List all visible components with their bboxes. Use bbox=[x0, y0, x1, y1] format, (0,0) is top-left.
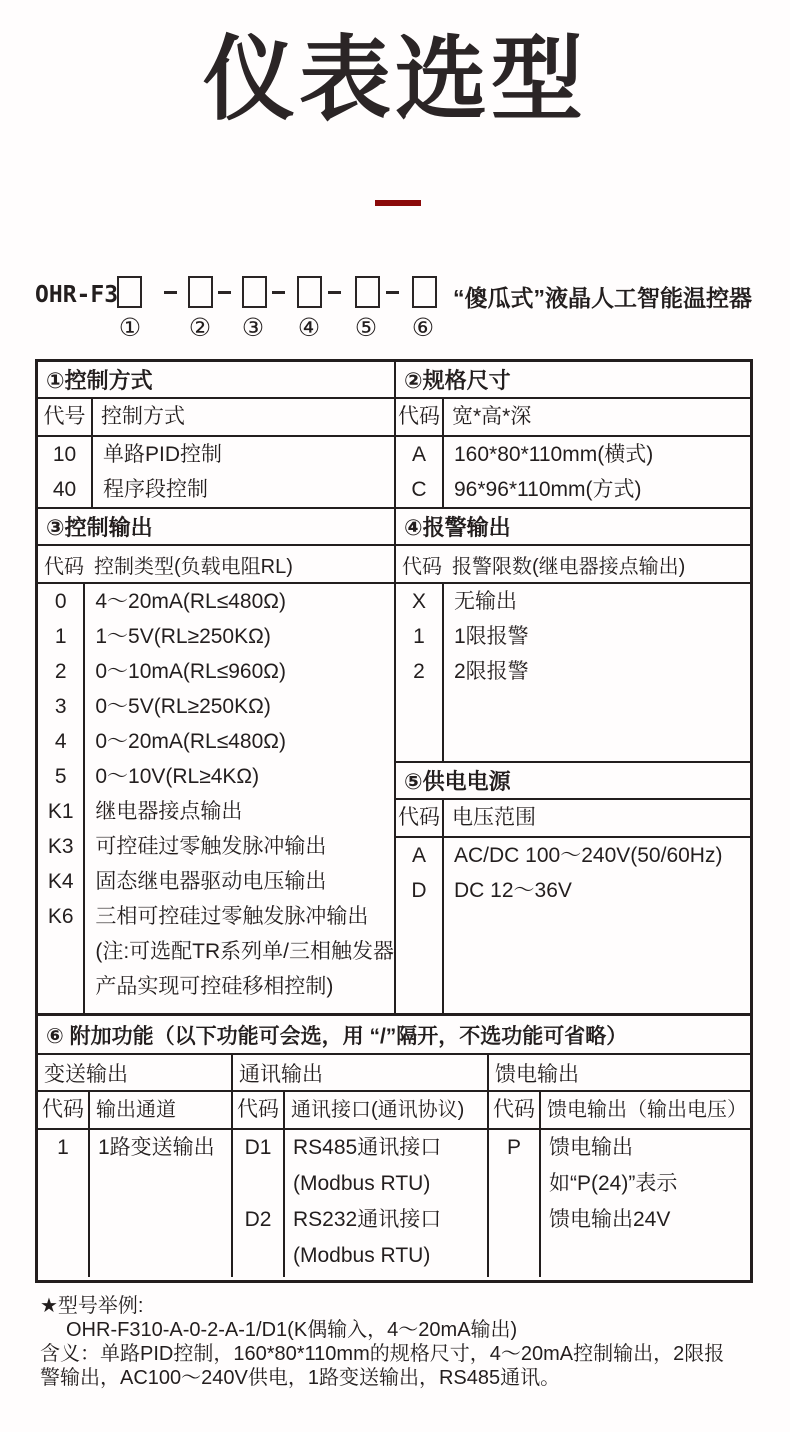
value-column-header: 馈电输出（输出电压） bbox=[547, 1099, 747, 1121]
desc-column bbox=[85, 584, 394, 1013]
control-mode-column-header bbox=[38, 399, 394, 437]
row-code: K1 bbox=[47, 800, 74, 823]
section-control-output-title: ③控制输出 bbox=[38, 509, 394, 546]
code-column-header: 代码 bbox=[489, 1092, 541, 1128]
additional-columns bbox=[38, 1055, 750, 1277]
control-output-column-header bbox=[38, 546, 394, 584]
example-model-number: OHR-F310-A-0-2-A-1/D1(K偶输入，4～20mA输出) bbox=[66, 1319, 518, 1341]
power-supply-column-header bbox=[396, 800, 750, 838]
group-communication-output bbox=[233, 1055, 489, 1277]
control-mode-rows bbox=[38, 437, 394, 509]
code-column-header: 代码 bbox=[233, 1092, 285, 1128]
table-right-half bbox=[396, 362, 750, 1013]
row-desc: 4～20mA(RL≤480Ω) bbox=[95, 590, 286, 613]
position-marker-6: ⑥ bbox=[411, 314, 435, 342]
value-column-header: 电压范围 bbox=[452, 806, 536, 829]
code-column bbox=[396, 584, 444, 761]
group-feed-output bbox=[489, 1055, 750, 1277]
row-desc: 馈电输出24V bbox=[549, 1208, 671, 1231]
code-column bbox=[38, 1130, 90, 1277]
row-code: 3 bbox=[54, 695, 67, 718]
accent-dash bbox=[375, 200, 421, 206]
row-code bbox=[233, 1238, 283, 1274]
row-desc: RS232通讯接口 bbox=[293, 1208, 442, 1231]
value-column-header: 输出通道 bbox=[96, 1099, 176, 1121]
section-dimensions-title: ②规格尺寸 bbox=[396, 362, 750, 399]
row-desc: 2限报警 bbox=[454, 660, 529, 683]
code-column-header: 代码 bbox=[402, 555, 442, 578]
row-desc: 160*80*110mm(横式) bbox=[454, 443, 654, 466]
model-code-separator bbox=[164, 291, 177, 294]
model-code-separator bbox=[272, 291, 285, 294]
model-code-separator bbox=[218, 291, 231, 294]
group-name: 馈电输出 bbox=[489, 1055, 750, 1092]
row-code: 10 bbox=[38, 437, 93, 472]
row-desc: 96*96*110mm(方式) bbox=[454, 478, 642, 501]
row-desc: 1路变送输出 bbox=[98, 1136, 215, 1159]
row-desc: (Modbus RTU) bbox=[293, 1172, 431, 1195]
model-code-box-1 bbox=[117, 276, 142, 308]
row-code: D1 bbox=[244, 1136, 272, 1159]
model-code-box-4 bbox=[297, 276, 322, 308]
table-row bbox=[396, 472, 750, 507]
code-column-header: 代码 bbox=[44, 555, 84, 578]
row-desc: AC/DC 100～240V(50/60Hz) bbox=[454, 844, 723, 867]
row-desc: 如“P(24)”表示 bbox=[549, 1172, 678, 1195]
row-code: 5 bbox=[54, 765, 67, 788]
row-code: 40 bbox=[38, 472, 93, 507]
model-code-separator bbox=[386, 291, 399, 294]
row-desc: 0～5V(RL≥250KΩ) bbox=[95, 695, 271, 718]
desc-column bbox=[444, 584, 750, 761]
desc-column bbox=[285, 1130, 487, 1277]
row-desc: 馈电输出 bbox=[549, 1136, 633, 1159]
row-code: 2 bbox=[54, 660, 67, 683]
group-rows bbox=[233, 1130, 487, 1277]
section-control-mode-title: ①控制方式 bbox=[38, 362, 394, 399]
value-column-header: 控制类型(负载电阻RL) bbox=[94, 555, 293, 578]
row-code: D2 bbox=[244, 1208, 272, 1231]
row-code: 1 bbox=[413, 625, 425, 648]
code-column-header: 代号 bbox=[38, 399, 93, 435]
value-column-header: 报警限数(继电器接点输出) bbox=[452, 555, 686, 578]
row-desc: 三相可控硅过零触发脉冲输出 bbox=[95, 905, 369, 928]
table-row bbox=[38, 472, 394, 507]
model-example-block bbox=[40, 1294, 755, 1390]
alarm-output-rows bbox=[396, 584, 750, 763]
code-column-header: 代码 bbox=[38, 1092, 90, 1128]
row-desc: 1～5V(RL≥250KΩ) bbox=[95, 625, 271, 648]
section-power-supply-title: ⑤供电电源 bbox=[396, 763, 750, 800]
row-code: 1 bbox=[57, 1136, 69, 1159]
table-left-half bbox=[38, 362, 396, 1013]
row-desc: 0～20mA(RL≤480Ω) bbox=[95, 730, 286, 753]
example-meaning-line2: 警输出，AC100～240V供电，1路变送输出，RS485通讯。 bbox=[40, 1367, 561, 1389]
desc-column bbox=[541, 1130, 750, 1277]
model-code-box-5 bbox=[355, 276, 380, 308]
row-code bbox=[489, 1202, 539, 1238]
row-desc: 0～10mA(RL≤960Ω) bbox=[95, 660, 286, 683]
group-transmit-output bbox=[38, 1055, 233, 1277]
row-code: D bbox=[411, 879, 427, 902]
row-code bbox=[489, 1166, 539, 1202]
code-column bbox=[489, 1130, 541, 1277]
row-desc: RS485通讯接口 bbox=[293, 1136, 442, 1159]
example-heading: ★型号举例: bbox=[40, 1295, 144, 1317]
row-desc: 0～10V(RL≥4KΩ) bbox=[95, 765, 260, 788]
row-code: K3 bbox=[47, 835, 74, 858]
model-code-box-6 bbox=[412, 276, 437, 308]
row-code: A bbox=[411, 844, 426, 867]
row-desc: (Modbus RTU) bbox=[293, 1244, 431, 1267]
code-column bbox=[396, 838, 444, 1013]
model-code-box-2 bbox=[188, 276, 213, 308]
table-row bbox=[396, 437, 750, 472]
value-column-header: 控制方式 bbox=[101, 405, 185, 428]
value-column-header: 宽*高*深 bbox=[452, 405, 532, 428]
row-code: 4 bbox=[54, 730, 67, 753]
row-desc: 可控硅过零触发脉冲输出 bbox=[95, 835, 327, 858]
section-alarm-output-title: ④报警输出 bbox=[396, 509, 750, 546]
row-code bbox=[233, 1166, 283, 1202]
power-supply-rows bbox=[396, 838, 750, 1013]
dimensions-rows bbox=[396, 437, 750, 509]
code-column-header: 代码 bbox=[396, 800, 444, 836]
model-code-separator bbox=[328, 291, 341, 294]
position-marker-2: ② bbox=[188, 314, 212, 342]
table-row bbox=[38, 437, 394, 472]
group-rows bbox=[489, 1130, 750, 1277]
row-code: A bbox=[396, 437, 444, 472]
row-code: P bbox=[506, 1136, 521, 1159]
value-column-header: 通讯接口(通讯协议) bbox=[291, 1099, 465, 1121]
code-column bbox=[38, 584, 85, 1013]
selection-table bbox=[35, 359, 753, 1283]
control-output-rows bbox=[38, 584, 394, 1013]
note-line: 产品实现可控硅移相控制) bbox=[95, 975, 334, 998]
page-title: 仪表选型 bbox=[202, 29, 587, 131]
group-rows bbox=[38, 1130, 231, 1277]
table-top-area bbox=[38, 362, 750, 1013]
row-desc: DC 12～36V bbox=[454, 879, 572, 902]
group-column-header bbox=[489, 1092, 750, 1130]
note-line: (注:可选配TR系列单/三相触发器 bbox=[95, 940, 394, 963]
row-code: C bbox=[396, 472, 444, 507]
position-marker-4: ④ bbox=[297, 314, 321, 342]
desc-column bbox=[90, 1130, 231, 1277]
position-marker-5: ⑤ bbox=[354, 314, 378, 342]
model-code-box-3 bbox=[242, 276, 267, 308]
section-additional-functions bbox=[38, 1013, 750, 1277]
position-marker-1: ① bbox=[118, 314, 142, 342]
row-desc: 继电器接点输出 bbox=[95, 800, 243, 823]
row-code: X bbox=[411, 590, 426, 613]
row-code: 1 bbox=[54, 625, 67, 648]
row-desc: 无输出 bbox=[454, 590, 517, 613]
dimensions-column-header bbox=[396, 399, 750, 437]
row-desc: 固态继电器驱动电压输出 bbox=[95, 870, 327, 893]
alarm-output-column-header bbox=[396, 546, 750, 584]
position-marker-3: ③ bbox=[241, 314, 265, 342]
row-code: K4 bbox=[47, 870, 74, 893]
row-desc: 单路PID控制 bbox=[103, 443, 223, 466]
product-description: “傻瓜式”液晶人工智能温控器 bbox=[453, 285, 752, 311]
group-column-header bbox=[233, 1092, 487, 1130]
row-code: 2 bbox=[413, 660, 425, 683]
section-additional-title: ⑥ 附加功能（以下功能可会选，用 “/”隔开，不选功能可省略） bbox=[38, 1016, 750, 1055]
group-name: 通讯输出 bbox=[233, 1055, 487, 1092]
row-desc: 1限报警 bbox=[454, 625, 529, 648]
group-name: 变送输出 bbox=[38, 1055, 231, 1092]
model-code-prefix: OHR-F3 bbox=[35, 282, 119, 308]
code-column-header: 代码 bbox=[396, 399, 444, 435]
group-column-header bbox=[38, 1092, 231, 1130]
row-desc: 程序段控制 bbox=[103, 478, 208, 501]
code-column bbox=[233, 1130, 285, 1277]
example-meaning-line1: 含义：单路PID控制，160*80*110mm的规格尺寸，4～20mA控制输出，2限报 bbox=[40, 1343, 725, 1365]
desc-column bbox=[444, 838, 750, 1013]
row-code: K6 bbox=[47, 905, 74, 928]
row-code: 0 bbox=[54, 590, 67, 613]
